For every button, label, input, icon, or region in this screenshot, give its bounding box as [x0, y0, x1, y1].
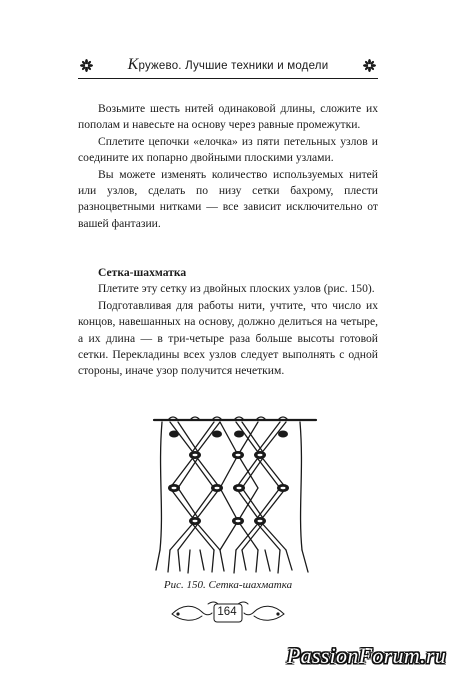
- body-text-top: [78, 101, 378, 232]
- section-heading: Сетка-шахматка: [98, 266, 187, 279]
- page-number: 164: [217, 606, 237, 618]
- body-text-section: [78, 265, 378, 380]
- paragraph: Подготавливая для работы нити, учтите, что число их концов, навешанных на основу, должно делиться на четыре, а их длина — в три-четыре раза больше высоты готовой сетки. Перекладины всех узлов следует выполнять с одной стороны, иначе узор получится нечетким.: [78, 298, 378, 378]
- macrame-net-illustration: [150, 410, 320, 575]
- watermark: PassionForum.ru: [286, 643, 446, 668]
- paragraph: Плетите эту сетку из двойных плоских узлов (рис. 150).: [98, 282, 375, 296]
- paragraph: Вы можете изменять количество используемых нитей или узлов, сделать по низу сетки бахрому, плести разноцветными нитками — все зависит исключительно от вашей фантазии.: [78, 167, 378, 230]
- figure-caption: Рис. 150. Сетка-шахматка: [163, 579, 293, 591]
- running-header: [78, 52, 378, 78]
- flower-ornament-icon: [80, 59, 93, 72]
- paragraph: Возьмите шесть нитей одинаковой длины, сложите их пополам и навесьте на основу через равные промежутки.: [78, 102, 378, 132]
- header-rule: [78, 78, 378, 79]
- flower-ornament-icon: [363, 59, 376, 72]
- paragraph: Сплетите цепочки «елочка» из пяти петельных узлов и соедините их попарно двойными плоскими узлами.: [78, 134, 378, 165]
- running-header-title: Кружево. Лучшие техники и модели: [127, 56, 329, 73]
